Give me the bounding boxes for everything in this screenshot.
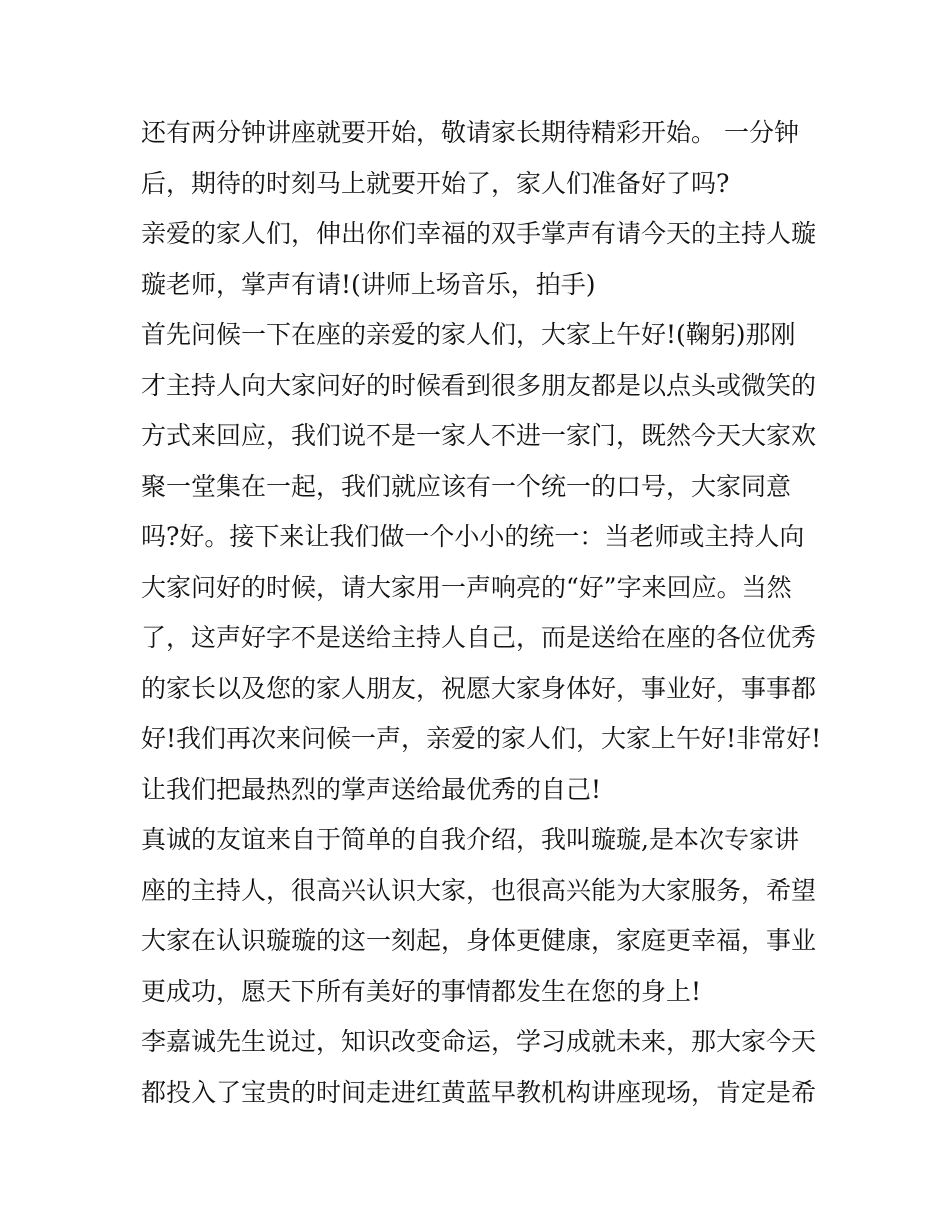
text-line: 才主持人向大家问好的时候看到很多朋友都是以点头或微笑的 [141,370,817,400]
text-line: 亲爱的家人们，伸出你们幸福的双手掌声有请今天的主持人璇 [141,219,817,248]
text-line: 的家长以及您的家人朋友，祝愿大家身体好，事业好，事事都 [141,673,817,703]
text-line: 大家在认识璇璇的这一刻起，身体更健康，家庭更幸福，事业 [141,926,817,955]
text-line: 首先问候一下在座的亲爱的家人们，大家上午好!(鞠躬)那刚 [141,320,796,349]
text-line: 聚一堂集在一起，我们就应该有一个统一的口号，大家同意 [141,471,792,501]
text-line: 真诚的友谊来自于简单的自我介绍，我叫璇璇,是本次专家讲 [141,825,799,854]
text-line: 让我们把最热烈的掌声送给最优秀的自己! [141,774,602,804]
text-line: 大家问好的时候，请大家用一声响亮的“好”字来回应。当然 [141,572,792,602]
text-line: 了，这声好字不是送给主持人自己，而是送给在座的各位优秀 [141,623,817,652]
document-body [141,108,821,1118]
text-line: 方式来回应，我们说不是一家人不进一家门，既然今天大家欢 [141,421,817,450]
text-line: 李嘉诚先生说过，知识改变命运，学习成就未来，那大家今天 [141,1027,817,1056]
text-line: 更成功，愿天下所有美好的事情都发生在您的身上! [141,976,702,1006]
text-line: 都投入了宝贵的时间走进红黄蓝早教机构讲座现场，肯定是希 [141,1077,817,1107]
text-line: 璇老师，掌声有请!(讲师上场音乐，拍手) [141,269,596,299]
text-line: 后，期待的时刻马上就要开始了，家人们准备好了吗? [141,168,730,198]
text-line: 还有两分钟讲座就要开始，敬请家长期待精彩开始。 一分钟 [141,118,799,147]
text-line: 好!我们再次来问候一声，亲爱的家人们，大家上午好!非常好! [141,724,822,753]
text-line: 座的主持人，很高兴认识大家，也很高兴能为大家服务，希望 [141,875,817,905]
text-line: 吗?好。接下来让我们做一个小小的统一：当老师或主持人向 [141,522,805,551]
